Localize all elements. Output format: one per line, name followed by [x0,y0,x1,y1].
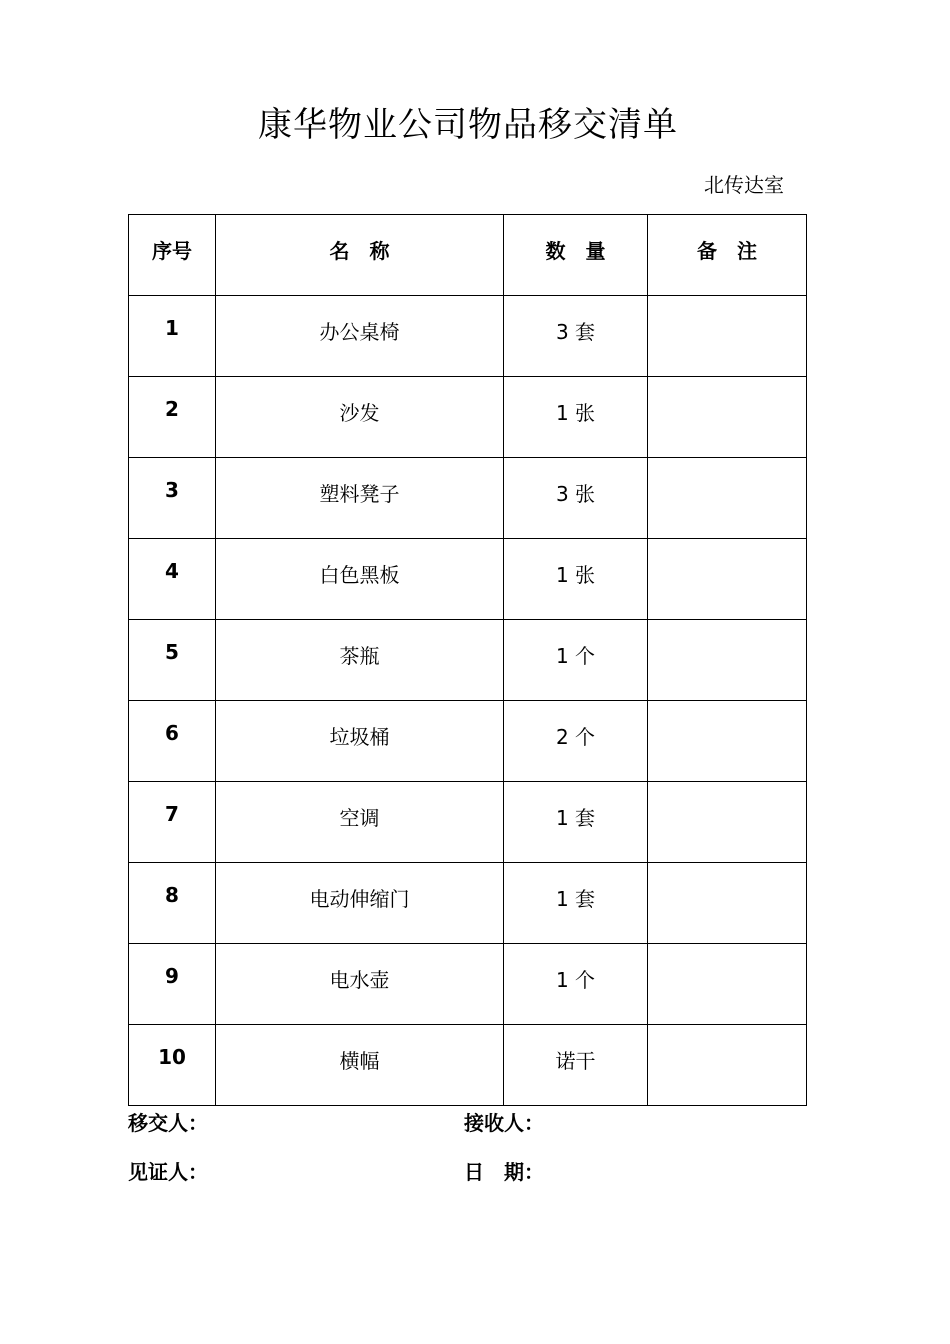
table-row [129,863,807,944]
table-row [129,539,807,620]
item-name: 办公桌椅 [216,296,504,377]
item-remarks [648,782,807,863]
table-row [129,701,807,782]
item-remarks [648,377,807,458]
item-quantity: 1 套 [504,863,648,944]
item-remarks [648,863,807,944]
item-quantity: 3 套 [504,296,648,377]
item-name: 沙发 [216,377,504,458]
table-row [129,1025,807,1106]
row-number: 3 [129,458,216,539]
table-row [129,944,807,1025]
table-row [129,458,807,539]
header-name: 名 称 [216,215,504,296]
item-remarks [648,296,807,377]
row-number: 4 [129,539,216,620]
date-label: 日 期： [464,1160,544,1184]
item-quantity: 2 个 [504,701,648,782]
item-quantity: 1 张 [504,377,648,458]
header-quantity: 数 量 [504,215,648,296]
handover-table [128,214,807,1106]
item-remarks [648,944,807,1025]
table-row [129,296,807,377]
row-number: 10 [129,1025,216,1106]
item-name: 垃圾桶 [216,701,504,782]
item-name: 横幅 [216,1025,504,1106]
receiver-label: 接收人： [464,1111,544,1135]
handover-person-label: 移交人： [128,1111,208,1135]
table-row [129,620,807,701]
document-title: 康华物业公司物品移交清单 [258,105,678,145]
row-number: 5 [129,620,216,701]
item-name: 电动伸缩门 [216,863,504,944]
item-name: 电水壶 [216,944,504,1025]
row-number: 2 [129,377,216,458]
table-row [129,782,807,863]
item-quantity: 1 张 [504,539,648,620]
item-remarks [648,539,807,620]
row-number: 9 [129,944,216,1025]
item-name: 茶瓶 [216,620,504,701]
item-remarks [648,1025,807,1106]
item-remarks [648,458,807,539]
item-quantity: 诺干 [504,1025,648,1106]
header-number: 序号 [129,215,216,296]
location-label: 北传达室 [704,173,784,197]
row-number: 1 [129,296,216,377]
item-name: 白色黑板 [216,539,504,620]
item-name: 空调 [216,782,504,863]
item-quantity: 1 套 [504,782,648,863]
item-name: 塑料凳子 [216,458,504,539]
row-number: 6 [129,701,216,782]
row-number: 8 [129,863,216,944]
row-number: 7 [129,782,216,863]
header-remarks: 备 注 [648,215,807,296]
item-remarks [648,701,807,782]
witness-label: 见证人： [128,1160,208,1184]
item-remarks [648,620,807,701]
item-quantity: 1 个 [504,944,648,1025]
item-quantity: 1 个 [504,620,648,701]
table-header-row [129,215,807,296]
item-quantity: 3 张 [504,458,648,539]
table-row [129,377,807,458]
